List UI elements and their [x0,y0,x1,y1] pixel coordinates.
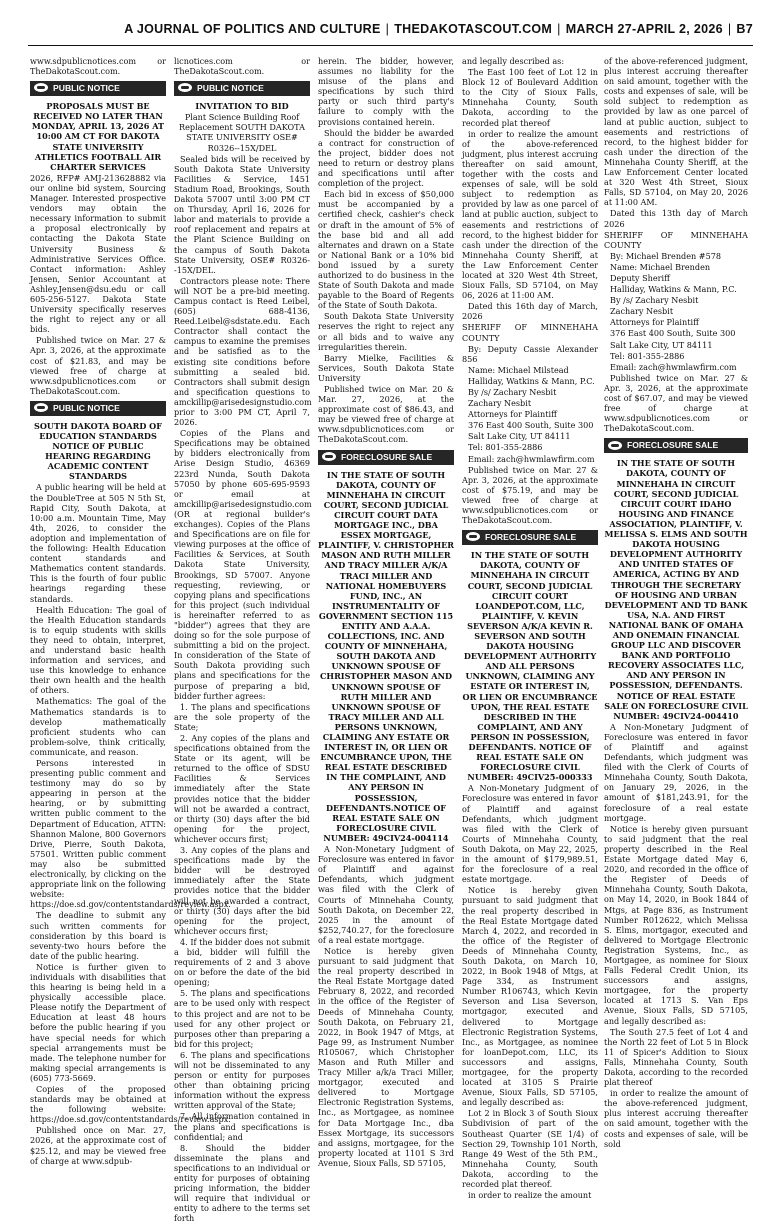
column-2 [174,56,312,1224]
text: 376 East 400 South, Suite 300 [468,420,594,431]
text: 2. Any copies of the plans and specifications obtained from the State or its agent, will be returned to the office of SDSU Facilities & Services immediately after the State provides notice that the bidder will not be awarded a contract, or thirty (30) days after the bid opening for the project, whichever occurs first; [174,733,310,844]
text: Zachary Nesbit [468,398,532,409]
text: SHERIFF OF MINNEHAHA COUNTY [604,229,748,250]
text: Name: Michael Milstead [468,364,569,375]
text: Email: zach@hwmlawfirm.com [468,453,595,464]
text: Name: Michael Brenden [610,261,711,272]
text: 5. The plans and specifications are to be used only with respect to this project and are not to be used for any other project or purposes other than preparing a bid for this project; [174,988,310,1049]
text: Attorneys for Plaintiff [468,409,557,420]
text: Salt Lake City, UT 84111 [610,339,713,350]
text: Lot 2 in Block 3 of South Sioux Subdivision of part of the Southeast Quarter (SE 1/4) of Section 29, Township 101 North, Range 49 West of the 5th P.M., Minnehaha County, South Dakota, according to the recorded plat thereof. [462,1108,598,1190]
text: Email: zach@hwmlawfirm.com [610,361,737,372]
text: Tel: 801-355-2886 [610,350,685,361]
text: licnotices.com or TheDakotaScout.com. [174,56,310,77]
masthead-text: A JOURNAL OF POLITICS AND CULTURE | THEDAKOTASCOUT.COM | MARCH 27-APRIL 2, 2026 | B7 [124,22,753,36]
site-url[interactable]: THEDAKOTASCOUT.COM [394,22,553,36]
text: A Non-Monetary Judgment of Foreclosure was entered in favor of Plaintiff and against Defendants, which judgment was filed with the Clerk of Courts of Minnehaha County, South Dakota, on May 22, 2025, in the amount of $179,989.51, for the foreclosure of a real estate mortgage. [462,783,598,885]
text: Notice is hereby given pursuant to said judgment that the real property described in the Real Estate Mortgage dated February 8, 2022, and recorded in the office of the Register of Deeds of Minnehaha County, South Dakota, on February 21, 2022, in Book 1947 of Mtgs, at Page 99, as Instrument Number R105067, which Christopher Mason and Ruth Miller and Tracy Miller a/k/a Traci Miller, mortgagor, executed and delivered to Mortgage Electronic Registration Systems, Inc., as Mortgagee, as nominee for Data Mortgage Inc., dba Essex Mortgage, its successors and assigns, mortgagee, for the property located at 1101 S 3rd Avenue, Sioux Falls, SD 57105, [318,945,454,1168]
text: Published once on Mar. 27, 2026, at the approximate cost of $25.12, and may be viewed free of charge at www.sdpub- [30,1125,166,1166]
public-notice-banner [30,401,166,416]
tagline: A JOURNAL OF POLITICS AND CULTURE [124,22,381,36]
foreclosure-sale-banner [604,438,748,453]
notice-title: IN THE STATE OF SOUTH DAKOTA, COUNTY OF MINNEHAHA IN CIRCUIT COURT, SECOND JUDICIAL CIRCUIT COURT IDAHO HOUSING AND FINANCE ASSOCIATION, PLAINTIFF, V. MELISSA S. ELMS AND SOUTH DAKOTA HOUSING DEVELOPMENT AUTHORITY AND UNITED STATES OF AMERICA, ACTING BY AND THROUGH THE SECRETARY OF HOUSING AND URBAN DEVELOPMENT AND TD BANK USA, N.A. AND FIRST NATIONAL BANK OF OMAHA AND ONEMAIN FINANCIAL GROUP LLC AND DISCOVER BANK AND PORTFOLIO RECOVERY ASSOCIATES LLC, AND ANY PERSON IN POSSESSION, DEFENDANTS. NOTICE OF REAL ESTATE SALE ON FORECLOSURE CIVIL NUMBER: 49CIV24-004410 [604,458,748,721]
text: and legally described as: [462,56,565,66]
text: Dated this 16th day of March, 2026 [462,301,598,322]
notice-title: INVITATION TO BID [195,101,289,112]
column-3 [318,56,455,1168]
text: The East 100 feet of Lot 12 in Block 12 of Boulevard Addition to the City of Sioux Falls, Minnehaha County, South Dakota, according to the recorded plat thereof [462,67,598,128]
text: Notice is further given to individuals with disabilities that this hearing is being held in a physically accessible place. Please notify the Department of Education at least 48 hours before the public hearing if you have special needs for which special arrangements must be made. The telephone number for making special arrangements is (605) 773-5669. [30,961,166,1083]
text: A Non-Monetary Judgment of Foreclosure was entered in favor of Plaintiff and against Defendants, which judgment was filed with the Clerk of Courts of Minnehaha County, South Dakota, on December 22, 2025 in the amount of $252,740.27, for the foreclosure of a real estate mortgage. [318,844,454,945]
text: Copies of the Plans and Specifications may be obtained by bidders electronically from Arise Design Studio, 46369 223rd Nunda, South Dakota 57050 by phone 605-695-9593 or email at amckillip@arisedesignstudio.com (OR at regional builder's exchanges). Copies of the Plans and Specifications are on file for viewing purposes at the office of Facilities & Services, at South Dakota State University, Brookings, SD 57007. Anyone requesting, reviewing, or copying plans and specifications for this project (such individual is hereinafter referred to as "bidder") agrees that they are doing so for the sole purpose of submitting a bid on the project. In consideration of the State of South Dakota providing such plans and specifications for the purpose of preparing a bid, bidder further agrees: [174,428,312,701]
notice-icon [466,532,480,541]
text: By /s/ Zachary Nesbit [610,295,699,306]
text: Each bid in excess of $50,000 must be accompanied by a certified check, cashier's check or draft in the amount of 5% of the base bid and all add alternates and drawn on a State or National Bank or a 10% bid bond issued by a surety authorized to do business in the State of South Dakota and made payable to the Board of Regents of the State of South Dakota. [318,189,454,311]
text: www.sdpublicnotices.com or TheDakotaScout.com. [30,56,166,77]
text: 1. The plans and specifications are the sole property of the State; [174,701,310,732]
foreclosure-sale-banner [462,530,598,545]
banner-label: PUBLIC NOTICE [197,83,264,94]
banner-label: FORECLOSURE SALE [627,440,719,451]
column-1 [30,56,231,1166]
notice-title: IN THE STATE OF SOUTH DAKOTA, COUNTY OF MINNEHAHA IN CIRCUIT COURT, SECOND JUDICIAL CIRCUIT COURT LOANDEPOT.COM, LLC, PLAINTIFF, V. KEVIN SEVERSON A/K/A KEVIN R. SEVERSON AND SOUTH DAKOTA HOUSING DEVELOPMENT AUTHORITY AND ALL PERSONS UNKNOWN, CLAIMING ANY ESTATE OR INTEREST IN, OR LIEN OR ENCUMBRANCE UPON, THE REAL ESTATE DESCRIBED IN THE COMPLAINT, AND ANY PERSON IN POSSESSION, DEFENDANTS. NOTICE OF REAL ESTATE SALE ON FORECLOSURE CIVIL NUMBER: 49CIV25-000333 [462,550,598,783]
text: in order to realize the amount [468,1190,592,1201]
banner-label: PUBLIC NOTICE [53,83,120,94]
text: Attorneys for Plaintiff [610,317,699,328]
masthead [0,0,765,48]
text: Published twice on Mar. 27 & Apr. 3, 2026, at the approximate cost of $75.19, and may be viewed free of charge at www.sdpublicnotices.com or TheDakotaScout.com. [462,464,598,526]
text: Deputy Sheriff [610,272,670,283]
page-number: B7 [736,22,753,36]
text: Zachary Nesbit [610,306,674,317]
text: Contractors please note: There will NOT be a pre-bid meeting. Campus contact is Reed Leibel, (605) 688-4136, Reed.Leibel@sdstate.edu. Each Contractor shall contact the campus to examine the premises and be satisfied as to the existing site conditions before submitting a sealed bid. Contractors shall submit design and specification questions to amckillip@arisedesignstudio.com prior to 3:00 PM CT, April 7, 2026. [174,275,312,428]
text: Salt Lake City, UT 84111 [468,431,571,442]
notice-icon [34,403,48,412]
text: Halliday, Watkins & Mann, P.C. [468,375,595,386]
text: Published twice on Mar. 27 & Apr. 3, 2026, at the approximate cost of $21.83, and may be viewed free of charge at www.sdpublicnotices.com or TheDakotaScout.com. [30,335,166,396]
text: By: Michael Brenden #578 [610,250,722,261]
text: The South 27.5 feet of Lot 4 and the North 22 feet of Lot 5 in Block 11 of Spicer's Addition to Sioux Falls, Minnehaha County, South Dakota, according to the recorded plat thereof [604,1026,748,1088]
text: Barry Mielke, Facilities & Services, South Dakota State University [318,352,454,383]
public-notice-banner [30,81,166,96]
text: Notice is hereby given pursuant to said judgment that the real property described in the Real Estate Mortgage dated May 6, 2020, and recorded in the office of the Register of Deeds of Minnehaha County, South Dakota, on May 14, 2020, in Book 1844 of Mtgs, at Page 836, as Instrument Number R012622, which Melissa S. Elms, mortgagor, executed and delivered to Mortgage Electronic Registration Systems, Inc., as Mortgagee, as nominee for Sioux Falls Federal Credit Union, its successors and assigns, mortgagee, for the property located at 1713 S. Van Eps Avenue, Sioux Falls, SD 57105, and legally described as: [604,823,748,1026]
text: Persons interested in presenting public comment and testimony may do so by appearing in person at the hearing, or by submitting written public comment to the Department of Education, ATTN: Shannon Malone, 800 Governors Drive, Pierre, South Dakota, 57501. Written public comment may also be submitted electronically, by clicking on the appropriate link on the following website: https://doe.sd.gov/contentstandards/review.aspx. [30,758,231,910]
text: 7. All information contained in the plans and specifications is confidential; and [174,1111,310,1142]
header-rule [28,45,753,46]
text: A public hearing will be held at the DoubleTree at 505 N 5th St, Rapid City, South Dakota, at 10:00 a.m. Mountain Time, May 4th, 2026, to consider the adoption and implementation of the following: Health Education content standards and Mathematics content standards. This is the fourth of four public hearings regarding these standards. [30,482,166,604]
text: Sealed bids will be received by South Dakota State University Facilities & Service, 1451 Stadium Road, Brookings, South Dakota 57007 until 3:00 PM CT on Thursday, April 16, 2026 for labor and materials to provide a roof replacement and repairs at the Plant Science Building on the campus of South Dakota State University, OSE# R0326--15X/DEL. [174,153,310,275]
text: By: Deputy Cassie Alexander 856 [462,343,598,364]
text: 376 East 400 South, Suite 300 [610,328,736,339]
text: Health Education: The goal of the Health Education standards is to equip students with skills they need to obtain, interpret, and understand basic health information and services, and use this knowledge to enhance their own health and the health of others. [30,604,166,696]
text: Notice is hereby given pursuant to said judgment that the real property described in the Real Estate Mortgage dated March 4, 2022, and recorded in the office of the Register of Deeds of Minnehaha County, South Dakota, on March 10, 2022, in Book 1948 of Mtgs, at Page 334, as Instrument Number R106743, which Kevin Severson and Lisa Severson, mortgagor, executed and delivered to Mortgage Electronic Registration Systems, Inc., as Mortgagee, as nominee for loanDepot.com, LLC, its successors and assigns, mortgagee, for the property located at 3105 S Prairie Avenue, Sioux Falls, SD 57105, and legally described as: [462,885,598,1108]
notice-icon [178,83,192,92]
text: South Dakota State University reserves the right to reject any or all bids and to waive any irregularities therein. [318,311,454,352]
notice-title: SOUTH DAKOTA BOARD OF EDUCATION STANDARDS NOTICE OF PUBLIC HEARING REGARDING ACADEMIC CONTENT STANDARDS [34,420,162,482]
text: herein. The bidder, however, assumes no liability for the misuse of the plans and specifications by such third party or such third party's failure to comply with the provisions contained herein. [318,56,454,127]
text: 8. Should the bidder disseminate the plans and specifications to an individual or entity for purposes of obtaining pricing information, the bidder will require that individual or entity to adhere to the terms set forth [174,1142,310,1224]
banner-label: PUBLIC NOTICE [53,402,120,413]
issue-date: MARCH 27-APRIL 2, 2026 [565,22,723,36]
text: 6. The plans and specifications will not be disseminated to any person or entity for purposes other than obtaining pricing information without the express written approval of the State; [174,1049,310,1111]
banner-label: FORECLOSURE SALE [485,532,577,543]
text: Dated this 13th day of March 2026 [604,208,748,229]
notice-icon [34,83,48,92]
text: Copies of the proposed standards may be obtained at the following website: https://doe.sd.gov/contentstandards/review.aspx. [30,1084,231,1125]
text: 2026, RFP# AMJ-213628882 via our online bid system, Sourcing Manager. Interested prospective vendors may obtain the necessary information to submit a proposal electronically by contacting the Dakota State University Business & Administrative Services Office. Contact information: Ashley Jensen, Senior Accountant at Ashley.Jensen@dsu.edu or call 605-256-5127. Dakota State University specifically reserves the right to reject any or all bids. [30,172,166,335]
text: By /s/ Zachary Nesbit [468,387,557,397]
text: SHERIFF OF MINNEHAHA COUNTY [462,322,598,343]
notice-icon [322,452,336,461]
text: Published twice on Mar. 20 & Mar. 27, 2026, at the approximate cost of $86.43, and may be viewed free of charge at www.sdpublicnotices.com or TheDakotaScout.com. [318,384,454,445]
notice-subtitle: Plant Science Building Roof Replacement SOUTH DAKOTA STATE UNIVERSITY OSE# R0326--15X/DEL [179,112,305,153]
text: in order to realize the amount of the above-referenced judgment, plus interest accruing thereafter on said amount, together with the costs and expenses of sale, will be sold [604,1088,748,1149]
notice-title: PROPOSALS MUST BE RECEIVED NO LATER THAN MONDAY, APRIL 13, 2026 AT 10:00 AM CT FOR DAKOTA STATE UNIVERSITY ATHLETICS FOOTBALL AIR CHARTER SERVICES [31,101,165,172]
text: 4. If the bidder does not submit a bid, bidder will fulfill the requirements of 2 and 3 above on or before the date of the bid opening; [174,936,310,988]
text: in order to realize the amount of the above-referenced judgment, plus interest accruing thereafter on said amount, together with the costs and expenses of sale, will be sold subject to redemption as provided by law as one parcel of land at public auction, subject to easements and restrictions of record, to the highest bidder for cash under the direction of the Minnehaha County Sheriff, at the Law Enforcement Center located at 320 West 4th Street, Sioux Falls, SD 57104, on May 06, 2026 at 11:00 AM. [462,128,598,301]
public-notice-banner [174,81,310,96]
foreclosure-sale-banner [318,450,454,465]
text: 3. Any copies of the plans and specifications made by the bidder will be destroyed immediately after the State provides notice that the bidder will not be awarded a contract, or thirty (30) days after the bid opening for the project, whichever occurs first; [174,845,310,936]
text: Mathematics: The goal of the Mathematics standards is to develop mathematically proficient students who can problem-solve, think critically, communicate, and reason. [30,696,166,757]
text: The deadline to submit any such written comments for consideration by this board is seventy-two hours before the date of the public hearing. [30,910,166,961]
banner-label: FORECLOSURE SALE [341,451,433,462]
text: Tel: 801-355-2886 [468,442,543,453]
column-5 [604,56,748,1149]
notice-title: IN THE STATE OF SOUTH DAKOTA, COUNTY OF MINNEHAHA IN CIRCUIT COURT, SECOND JUDICIAL CIRCUIT COURT DATA MORTGAGE INC., DBA ESSEX MORTGAGE, PLAINTIFF, V. CHRISTOPHER MASON AND RUTH MILLER AND TRACY MILLER A/K/A TRACI MILLER AND NATIONAL HOMEBUYERS FUND, INC., AN INSTRUMENTALITY OF GOVERNMENT SECTION 115 ENTITY AND A.A.A. COLLECTIONS, INC. AND COUNTY OF MINNEHAHA, SOUTH DAKOTA AND UNKNOWN SPOUSE OF CHRISTOPHER MASON AND UNKNOWN SPOUSE OF RUTH MILLER AND UNKNOWN SPOUSE OF TRACY MILLER AND ALL PERSONS UNKNOWN, CLAIMING ANY ESTATE OR INTEREST IN, OR LIEN OR ENCUMBRANCE UPON, THE REAL ESTATE DESCRIBED IN THE COMPLAINT, AND ANY PERSON IN POSSESSION, DEFENDANTS.NOTICE OF REAL ESTATE SALE ON FORECLOSURE CIVIL NUMBER: 49CIV24-004114 [318,469,455,843]
text: of the above-referenced judgment, plus interest accruing thereafter on said amount, together with the costs and expenses of sale, will be sold subject to redemption as provided by law as one parcel of land at public auction, subject to easements and restrictions of record, to the highest bidder for cash under the direction of the Minnehaha County Sheriff, at the Law Enforcement Center located at 320 West 4th Street, Sioux Falls, SD 57104, on May 20, 2026 at 11:00 AM. [604,56,748,208]
text: Halliday, Watkins & Mann, P.C. [610,284,737,295]
notice-icon [608,441,622,450]
text: Published twice on Mar. 27 & Apr. 3, 2026, at the approximate cost of $67.07, and may be viewed free of charge at www.sdpublicnotices.com or TheDakotaScout.com. [604,372,748,434]
text: Should the bidder be awarded a contract for construction of the project, bidder does not need to return or destroy plans and specifications until after completion of the project. [318,127,454,189]
column-4 [462,56,598,1201]
text: A Non-Monetary Judgment of Foreclosure was entered in favor of Plaintiff and against Defendants, which judgment was filed with the Clerk of Courts of Minnehaha County, South Dakota, on January 29, 2026, in the amount of $181,243.91, for the foreclosure of a real estate mortgage. [604,721,748,823]
